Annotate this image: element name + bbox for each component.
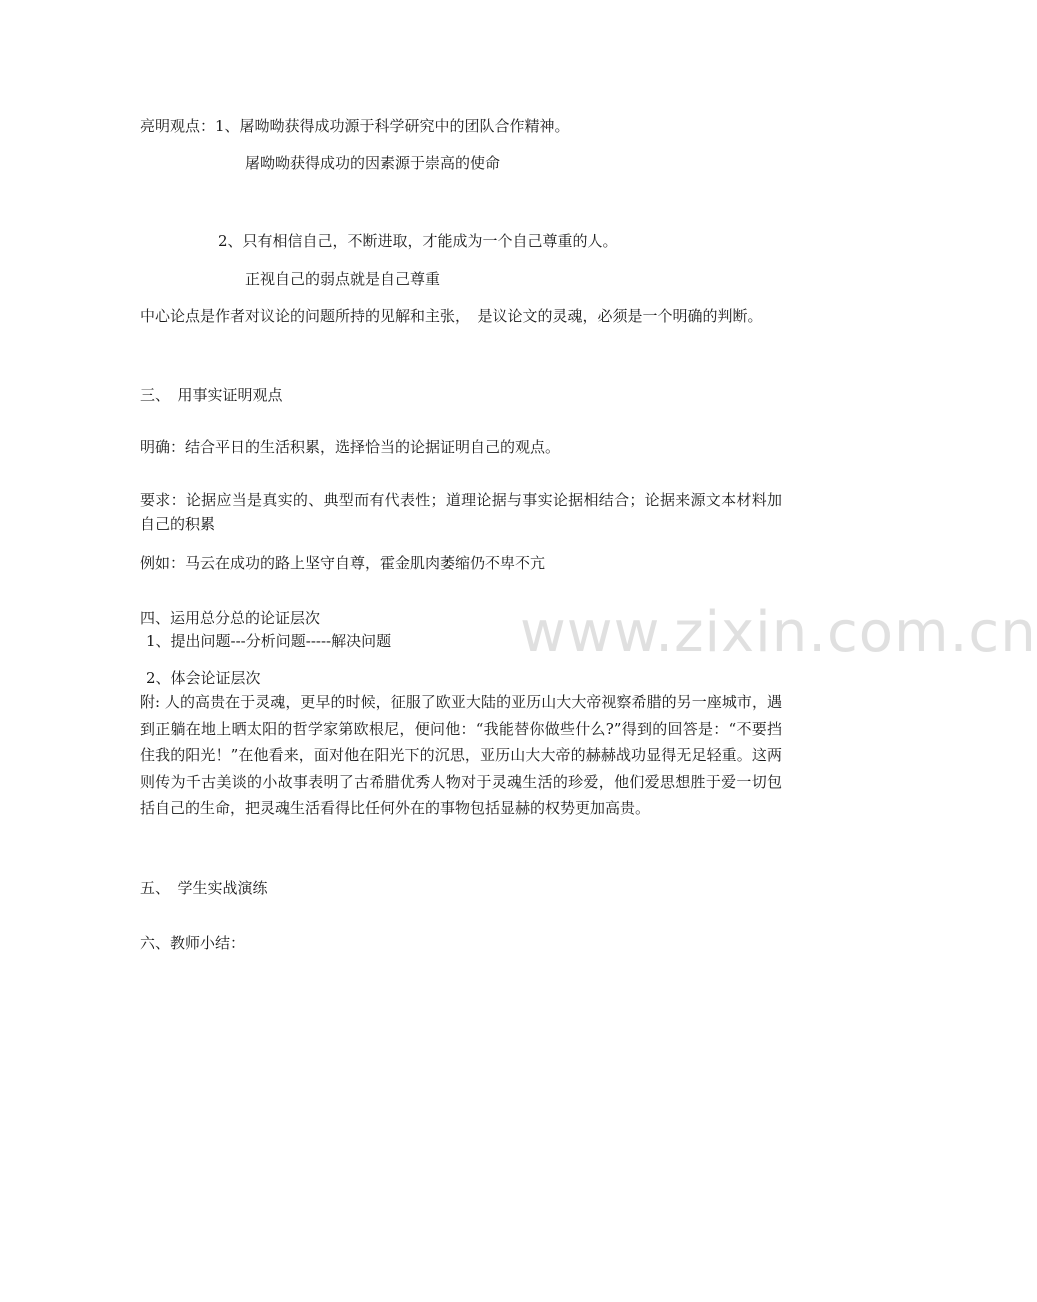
section-3-requirement: 要求：论据应当是真实的、典型而有代表性；道理论据与事实论据相结合；论据来源文本材料加自己的积累 xyxy=(140,491,782,533)
section-4-heading: 四、运用总分总的论证层次 xyxy=(140,609,321,627)
section-6-heading: 六、教师小结： xyxy=(140,934,246,952)
section-3-heading: 三、 用事实证明观点 xyxy=(140,386,283,404)
viewpoint-label: 亮明观点： xyxy=(140,117,216,135)
section-4-step-1: 1、提出问题---分析问题-----解决问题 xyxy=(146,632,392,650)
viewpoint-item-1-sub: 屠呦呦获得成功的因素源于崇高的使命 xyxy=(245,154,501,172)
viewpoint-item-2-sub: 正视自己的弱点就是自己尊重 xyxy=(245,270,441,288)
section-3-example: 例如：马云在成功的路上坚守自尊，霍金肌肉萎缩仍不卑不亢 xyxy=(140,554,546,572)
watermark: www.zixin.com.cn xyxy=(520,600,1037,665)
viewpoint-item-2: 2、只有相信自己，不断进取，才能成为一个自己尊重的人。 xyxy=(218,232,618,250)
section-5-heading: 五、 学生实战演练 xyxy=(140,879,268,897)
central-argument-note: 中心论点是作者对议论的问题所持的见解和主张， 是议论文的灵魂，必须是一个明确的判断。 xyxy=(140,307,763,325)
section-4-passage: 附: 人的高贵在于灵魂，更早的时候，征服了欧亚大陆的亚历山大大帝视察希腊的另一座城市，遇到正躺在地上晒太阳的哲学家第欧根尼，便问他：“我能替你做些什么?”得到的回答是：“不要挡住我的阳光！”在他看来，面对他在阳光下的沉思，亚历山大大帝的赫赫战功显得无足轻重。这两则传为千古美谈的小故事表明了古希腊优秀人物对于灵魂生活的珍爱，他们爱思想胜于爱一切包括自己的生命，把灵魂生活看得比任何外在的事物包括显赫的权势更加高贵。 xyxy=(140,693,782,817)
viewpoint-line-1 xyxy=(140,114,570,138)
viewpoint-item-1: 1、屠呦呦获得成功源于科学研究中的团队合作精神。 xyxy=(215,117,570,135)
section-4-step-2: 2、体会论证层次 xyxy=(146,669,261,687)
section-3-clarify: 明确：结合平日的生活积累，选择恰当的论据证明自己的观点。 xyxy=(140,438,561,456)
